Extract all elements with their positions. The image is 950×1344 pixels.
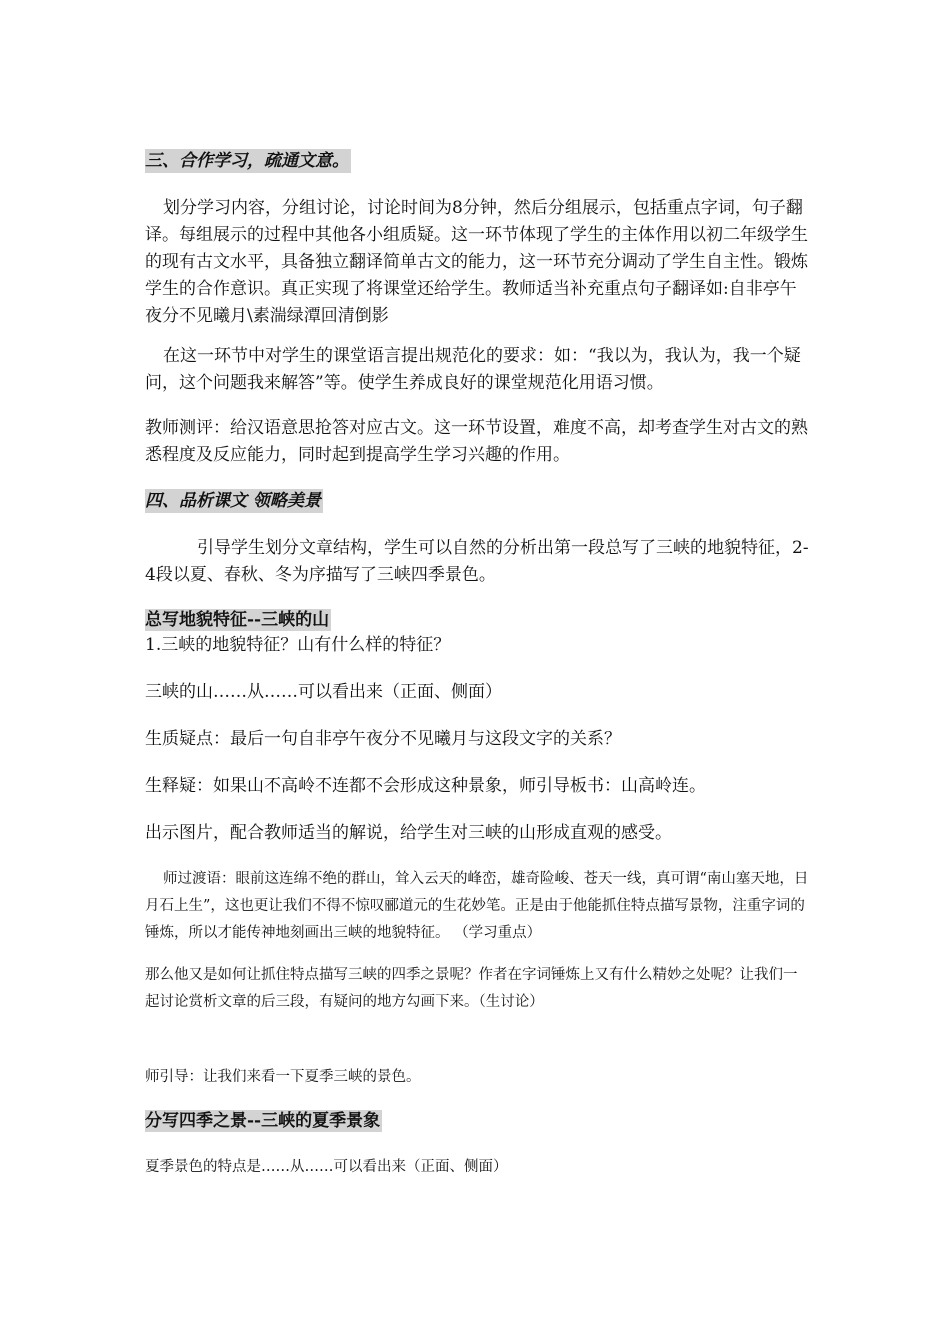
section-3-paragraph-1: 划分学习内容，分组讨论，讨论时间为8分钟，然后分组展示，包括重点字词，句子翻译。每组展示的过程中其他各小组质疑。这一环节体现了学生的主体作用以初二年级学生的现有古文水平，具备独立翻译简单古文的能力，这一环节充分调动了学生自主性。锻炼学生的合作意识。真正实现了将课堂还给学生。教师适当补充重点句子翻译如:自非亭午夜分不见曦月\素湍绿潭回清倒影	[145, 198, 808, 326]
section-4-heading-wrap	[145, 489, 810, 513]
teacher-transition-paragraph: 师过渡语：眼前这连绵不绝的群山，耸入云天的峰峦，雄奇险峻、苍天一线，真可谓“南山塞天地，日月石上生”，这也更让我们不得不惊叹郦道元的生花妙笔。正是由于他能抓住特点描写景物，注重字词的锤炼，所以才能传神地刻画出三峡的地貌特征。 （学习重点）	[145, 871, 809, 941]
subsection-summer-heading-wrap	[145, 1110, 810, 1132]
show-picture-line: 出示图片，配合教师适当的解说，给学生对三峡的山形成直观的感受。	[145, 823, 672, 843]
section-4-paragraph-1: 引导学生划分文章结构，学生可以自然的分析出第一段总写了三峡的地貌特征，2-4段以夏、春秋、冬为序描写了三峡四季景色。	[145, 538, 809, 585]
discussion-prompt-paragraph: 那么他又是如何让抓住特点描写三峡的四季之景呢？作者在字词锤炼上又有什么精妙之处呢？让我们一起讨论赏析文章的后三段，有疑问的地方勾画下来。（生讨论）	[145, 967, 798, 1010]
summer-feature-line: 夏季景色的特点是……从……可以看出来（正面、侧面）	[145, 1159, 508, 1175]
section-3-paragraph-2: 在这一环节中对学生的课堂语言提出规范化的要求：如：“我以为，我认为，我一个疑问，这个问题我来解答”等。使学生养成良好的课堂规范化用语习惯。	[145, 346, 801, 393]
teacher-guide-line: 师引导：让我们来看一下夏季三峡的景色。	[145, 1069, 421, 1085]
section-3-heading-wrap	[145, 149, 810, 173]
student-answer-line: 生释疑：如果山不高岭不连都不会形成这种景象，师引导板书：山高岭连。	[145, 776, 706, 796]
mountain-observation-line: 三峡的山……从……可以看出来（正面、侧面）	[145, 682, 502, 702]
subsection-summer-heading: 分写四季之景--三峡的夏季景象	[145, 1111, 381, 1131]
section-3-paragraph-3: 教师测评：给汉语意思抢答对应古文。这一环节设置，难度不高，却考查学生对古文的熟悉程度及反应能力，同时起到提高学生学习兴趣的作用。	[145, 418, 808, 465]
question-1: 1.三峡的地貌特征？山有什么样的特征？	[145, 635, 451, 655]
section-4-heading: 四、品析课文 领略美景	[145, 491, 321, 511]
subsection-mountain-heading-wrap	[145, 609, 810, 631]
section-3-heading: 三、合作学习，疏通文意。	[145, 151, 349, 171]
student-question-line: 生质疑点：最后一句自非亭午夜分不见曦月与这段文字的关系？	[145, 729, 621, 749]
subsection-mountain-heading: 总写地貌特征--三峡的山	[145, 610, 330, 630]
